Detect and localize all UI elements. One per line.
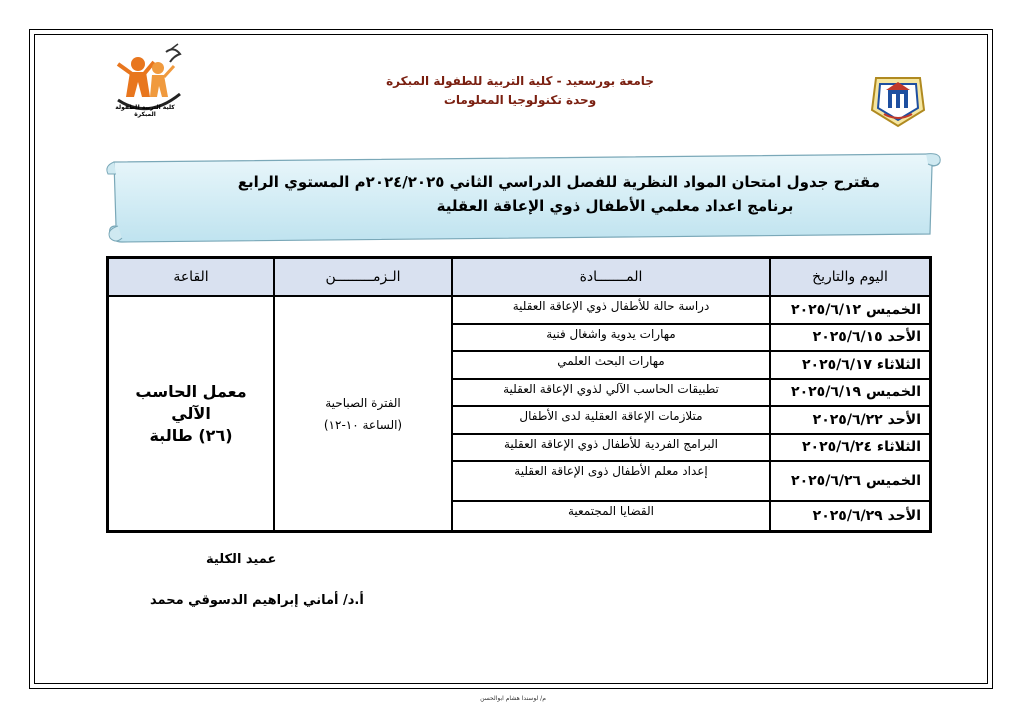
faculty-logo-caption: كلية التربية للطفولة المبكرة	[115, 104, 175, 118]
exam-day-date: الأحد ٢٠٢٥/٦/٢٩	[770, 501, 930, 531]
signature-name: أ.د/ أماني إبراهيم الدسوقي محمد	[150, 593, 364, 608]
exam-subject: دراسة حالة للأطفال ذوي الإعاقة العقلية	[452, 296, 770, 324]
room-name: معمل الحاسب الآلي	[135, 381, 247, 423]
university-seal	[866, 70, 930, 130]
exam-subject: البرامج الفردية للأطفال ذوي الإعاقة العقلية	[452, 434, 770, 462]
exam-schedule-table	[106, 256, 932, 533]
header-day-date: اليوم والتاريخ	[770, 258, 930, 296]
unit-name: وحدة تكنولوجيا المعلومات	[443, 93, 597, 107]
signature-title: عميد الكلية	[206, 552, 277, 567]
table-row	[108, 296, 930, 324]
exam-day-date: الخميس ٢٠٢٥/٦/١٢	[770, 296, 930, 324]
exam-subject: تطبيقات الحاسب الآلي لذوي الإعاقة العقلية	[452, 379, 770, 407]
exam-day-date: الخميس ٢٠٢٥/٦/١٩	[770, 379, 930, 407]
table-header-row	[108, 258, 930, 296]
exam-subject: إعداد معلم الأطفال ذوى الإعاقة العقلية	[452, 461, 770, 501]
room-capacity: (٢٦) طالبة	[149, 425, 233, 445]
footer-credit: م/ لوسندا هشام ابوالحسن	[480, 695, 546, 702]
exam-subject: القضايا المجتمعية	[452, 501, 770, 531]
exam-subject: مهارات يدوية واشغال فنية	[452, 324, 770, 352]
time-hours: (الساعة ١٠-١٢)	[323, 417, 403, 432]
exam-time	[274, 296, 452, 531]
exam-room	[108, 296, 274, 531]
exam-subject: متلازمات الإعاقة العقلية لدى الأطفال	[452, 406, 770, 434]
exam-day-date: الثلاثاء ٢٠٢٥/٦/١٧	[770, 351, 930, 379]
title-line-1: مقترح جدول امتحان المواد النظرية للفصل الدراسي الثاني ٢٠٢٤/٢٠٢٥م المستوي الرابع	[237, 173, 880, 191]
exam-day-date: الأحد ٢٠٢٥/٦/٢٢	[770, 406, 930, 434]
header-room: القاعة	[108, 258, 274, 296]
header-subject: المـــــــادة	[452, 258, 770, 296]
page-header	[380, 72, 660, 110]
header-time: الـزمـــــــــن	[274, 258, 452, 296]
exam-day-date: الأحد ٢٠٢٥/٦/١٥	[770, 324, 930, 352]
title-line-2: برنامج اعداد معلمي الأطفال ذوي الإعاقة العقلية	[436, 197, 794, 215]
title-text	[130, 170, 880, 218]
university-name: جامعة بورسعيد - كلية التربية للطفولة المبكرة	[386, 74, 654, 88]
exam-subject: مهارات البحث العلمي	[452, 351, 770, 379]
exam-day-date: الخميس ٢٠٢٥/٦/٢٦	[770, 461, 930, 501]
exam-day-date: الثلاثاء ٢٠٢٥/٦/٢٤	[770, 434, 930, 462]
time-period: الفترة الصباحية	[325, 395, 401, 410]
